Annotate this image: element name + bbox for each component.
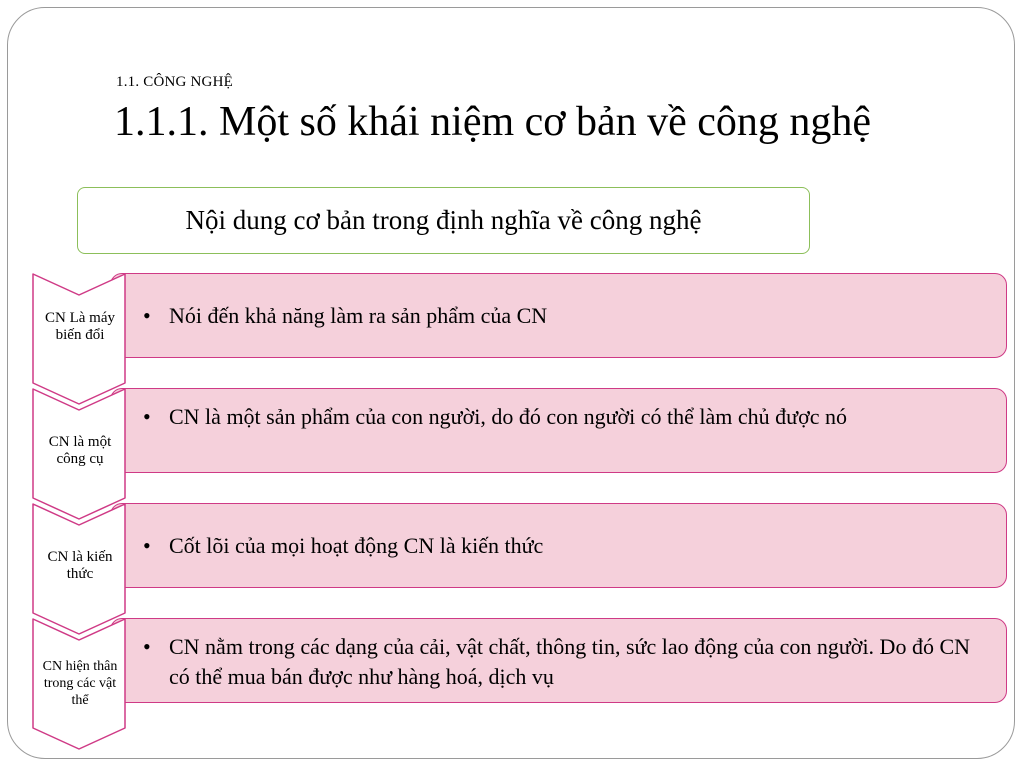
definition-header-box: [77, 187, 810, 254]
section-label: 1.1. CÔNG NGHỆ: [116, 74, 233, 90]
row-chevron-label: [32, 503, 128, 635]
row-chevron-label: [32, 618, 128, 750]
row-bullet-text: • CN là một sản phẩm của con người, do đó con người có thể làm chủ được nó: [143, 402, 996, 432]
row-content-box: [110, 273, 1007, 358]
row-content-box: [110, 388, 1007, 473]
row-bullet-text: • Nói đến khả năng làm ra sản phẩm của CN: [143, 301, 996, 331]
page-title: 1.1.1. Một số khái niệm cơ bản về công nghệ: [114, 99, 872, 145]
chevron-label-text: CN hiện thân trong các vật thể: [42, 659, 118, 708]
chevron-label-text: CN là một công cụ: [48, 434, 112, 467]
definition-header-text: Nội dung cơ bản trong định nghĩa về công nghệ: [185, 205, 702, 235]
row-chevron-label: [32, 388, 128, 520]
chevron-label-text: CN Là máy biến đổi: [45, 310, 115, 343]
row-chevron-label: [32, 273, 128, 405]
row-bullet-text: • CN nằm trong các dạng của cải, vật chất, thông tin, sức lao động của con người. Do đó CN có thể mua bán được như hàng hoá, dịch vụ: [143, 632, 996, 692]
row-bullet-text: • Cốt lõi của mọi hoạt động CN là kiến thức: [143, 531, 996, 561]
row-content-box: [110, 618, 1007, 703]
row-content-box: [110, 503, 1007, 588]
chevron-label-text: CN là kiến thức: [47, 549, 113, 582]
